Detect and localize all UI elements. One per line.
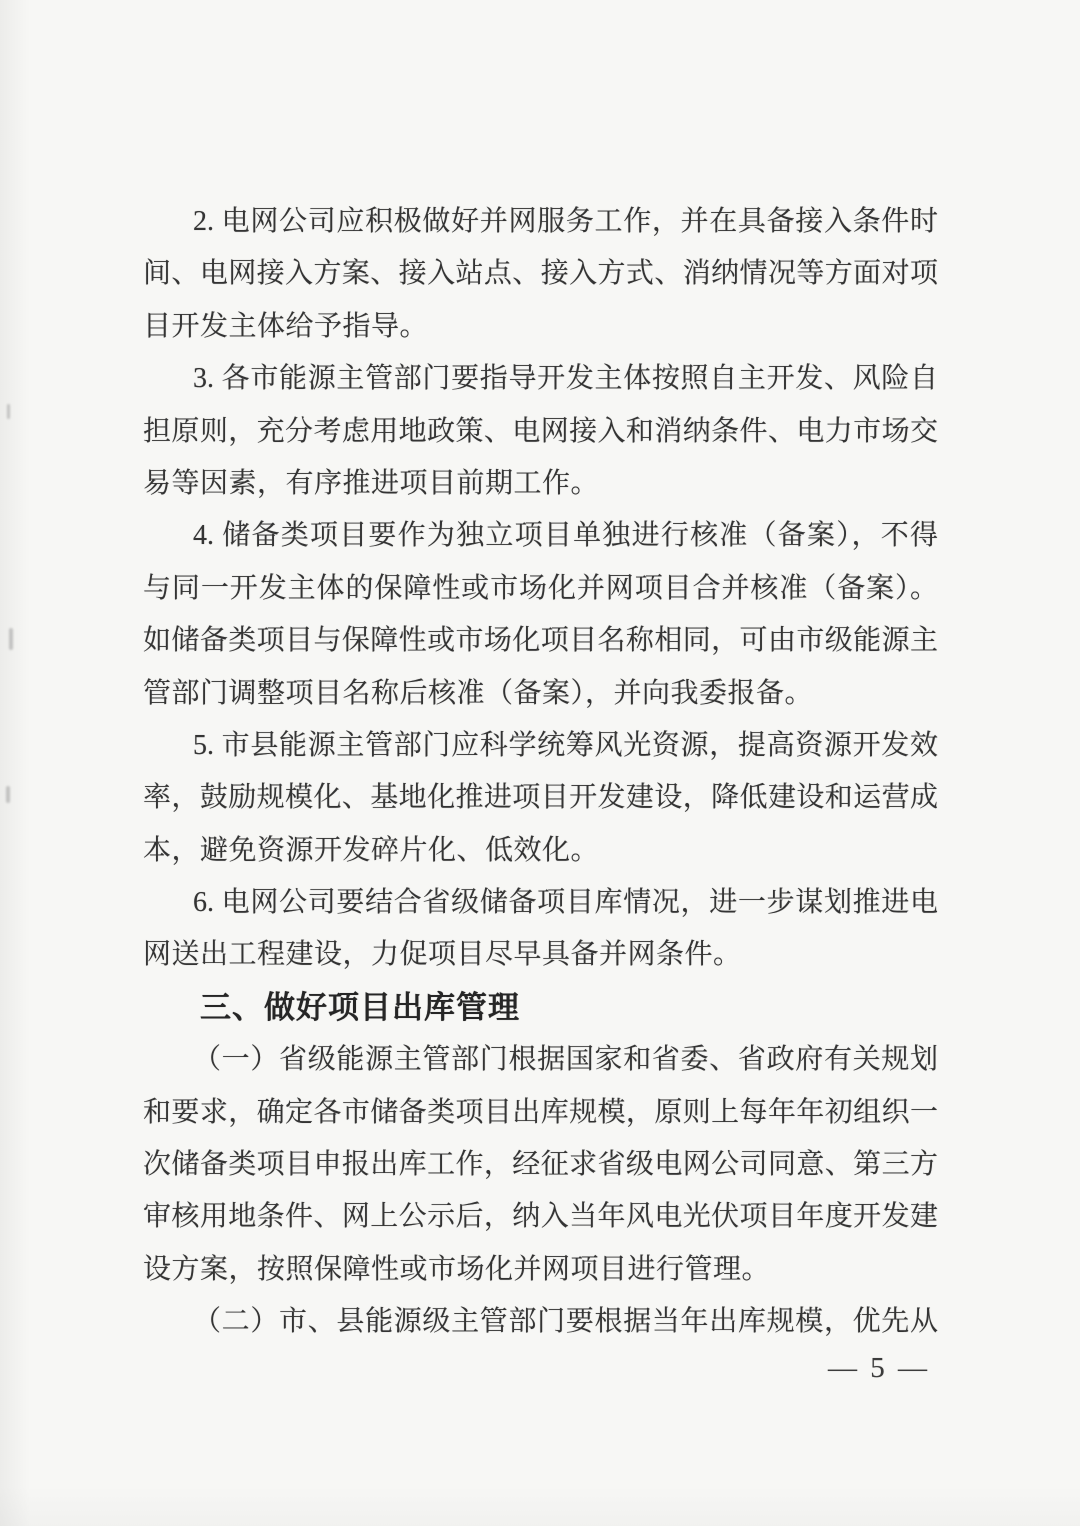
document-body: [143, 196, 938, 1349]
document-line: 4. 储备类项目要作为独立项目单独进行核准（备案），不得: [193, 520, 938, 552]
scan-edge-shading: [0, 0, 30, 1526]
document-line: 本，避免资源开发碎片化、低效化。: [143, 834, 600, 866]
section-heading: 三、做好项目出库管理: [200, 989, 520, 1025]
document-line: 易等因素，有序推进项目前期工作。: [143, 467, 600, 499]
document-line: 审核用地条件、网上公示后，纳入当年风电光伏项目年度开发建: [143, 1201, 938, 1233]
document-line: 与同一开发主体的保障性或市场化并网项目合并核准（备案）。: [143, 572, 938, 604]
document-line: （一）省级能源主管部门根据国家和省委、省政府有关规划: [193, 1044, 938, 1076]
document-line: 次储备类项目申报出库工作，经征求省级电网公司同意、第三方: [143, 1149, 938, 1181]
page-number: — 5 —: [828, 1352, 930, 1384]
scan-artifact: [7, 404, 10, 419]
document-line: 3. 各市能源主管部门要指导开发主体按照自主开发、风险自: [193, 363, 938, 395]
document-line: 网送出工程建设，力促项目尽早具备并网条件。: [143, 939, 742, 971]
document-line: 2. 电网公司应积极做好并网服务工作，并在具备接入条件时: [193, 206, 938, 237]
document-line: 担原则，充分考虑用地政策、电网接入和消纳条件、电力市场交: [143, 415, 938, 447]
document-line: 如储备类项目与保障性或市场化项目名称相同，可由市级能源主: [143, 625, 938, 657]
document-line: 和要求，确定各市储备类项目出库规模，原则上每年年初组织一: [143, 1096, 938, 1128]
document-line: 目开发主体给予指导。: [143, 310, 429, 342]
scan-artifact: [9, 628, 13, 650]
document-line: （二）市、县能源级主管部门要根据当年出库规模，优先从: [193, 1306, 938, 1338]
document-line: 间、电网接入方案、接入站点、接入方式、消纳情况等方面对项: [143, 258, 938, 290]
scan-edge-shading: [0, 1486, 1080, 1526]
document-line: 率，鼓励规模化、基地化推进项目开发建设，降低建设和运营成: [143, 782, 938, 814]
document-line: 5. 市县能源主管部门应科学统筹风光资源，提高资源开发效: [193, 729, 938, 761]
document-line: 设方案，按照保障性或市场化并网项目进行管理。: [143, 1253, 771, 1285]
document-line: 6. 电网公司要结合省级储备项目库情况，进一步谋划推进电: [193, 887, 938, 919]
document-line: 管部门调整项目名称后核准（备案），并向我委报备。: [143, 677, 814, 709]
scan-artifact: [6, 786, 10, 803]
